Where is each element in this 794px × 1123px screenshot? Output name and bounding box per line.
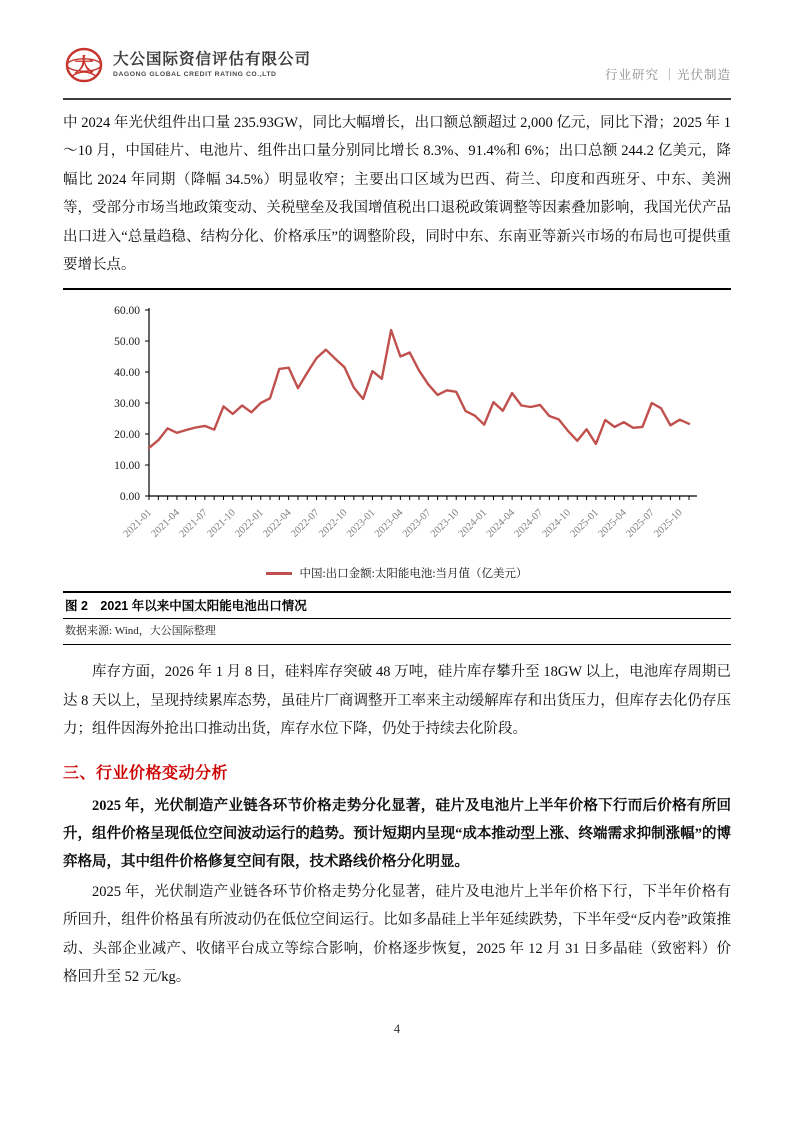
company-brand	[63, 44, 311, 86]
report-section-label: 行业研究 ｜光伏制造	[605, 68, 731, 82]
svg-text:60.00: 60.00	[114, 305, 140, 318]
chart-legend	[63, 565, 731, 581]
svg-text:2023-01: 2023-01	[345, 507, 378, 541]
svg-text:30.00: 30.00	[114, 398, 140, 411]
paragraph-export-overview: 中 2024 年光伏组件出口量 235.93GW，同比大幅增长，出口额总额超过 2,000 亿元，同比下滑；2025 年 1～10 月，中国硅片、电池片、组件出口量分别同比增长 8.3%、91.4%和 6%；出口总额 244.2 亿美元，降幅比 2024 年同期（降幅 34.5%）明显收窄；主要出口区域为巴西、荷兰、印度和西班牙、中东、美洲等，受部分市场当地政策变动、关税壁垒及我国增值税出口退税政策调整等因素叠加影响，我国光伏产品出口进入“总量趋稳、结构分化、价格承压”的调整阶段，同时中东、东南亚等新兴市场的布局也可提供重要增长点。	[63, 115, 731, 274]
company-name-cn: 大公国际资信评估有限公司	[113, 51, 312, 69]
x-axis	[122, 496, 697, 540]
svg-text:2024-10: 2024-10	[540, 507, 574, 541]
company-names	[113, 51, 311, 79]
page-number: 4	[393, 1022, 401, 1036]
svg-text:2025-07: 2025-07	[624, 507, 657, 541]
svg-text:2025-04: 2025-04	[596, 507, 629, 541]
svg-text:2022-04: 2022-04	[261, 507, 294, 541]
series-line	[149, 331, 689, 449]
legend-label: 中国:出口金额:太阳能电池:当月值（亿美元）	[299, 568, 528, 581]
y-axis	[114, 305, 149, 503]
paragraph-price-summary-bold: 2025 年，光伏制造产业链各环节价格走势分化显著，硅片及电池片上半年价格下行而后价格有所回升，组件价格呈现低位空间波动运行的趋势。预计短期内呈现“成本推动型上涨、终端需求抑制涨幅”的博弈格局，其中组件价格修复空间有限，技术路线价格分化明显。	[63, 797, 731, 871]
svg-text:2021-10: 2021-10	[205, 507, 238, 541]
dagong-logo-icon	[63, 44, 105, 86]
legend-line-swatch	[266, 572, 292, 575]
svg-text:2022-10: 2022-10	[317, 507, 350, 541]
svg-text:10.00: 10.00	[114, 460, 140, 473]
figure-caption: 图 2 2021 年以来中国太阳能电池出口情况	[63, 591, 731, 619]
svg-text:50.00: 50.00	[114, 336, 140, 349]
svg-text:2023-10: 2023-10	[428, 507, 462, 541]
line-chart	[63, 296, 731, 558]
paragraph-inventory: 库存方面，2026 年 1 月 8 日，硅料库存突破 48 万吨，硅片库存攀升至 18GW 以上，电池库存周期已达 8 天以上，呈现持续累库态势，虽硅片厂商调整开工率来主动缓解库存和出货压力，但库存去化仍存压力；组件因海外抢出口推动出货，库存水位下降，仍处于持续去化阶段。	[63, 664, 731, 738]
svg-text:2023-07: 2023-07	[400, 507, 434, 541]
svg-text:2021-01: 2021-01	[121, 507, 155, 541]
svg-text:2025-10: 2025-10	[652, 507, 685, 541]
paragraph-price-detail: 2025 年，光伏制造产业链各环节价格走势分化显著，硅片及电池片上半年价格下行，下半年价格有所回升，组件价格虽有所波动仍在低位空间运行。比如多晶硅上半年延续跌势，下半年受“反内卷”政策推动、头部企业减产、收储平台成立等综合影响，价格逐步恢复，2025 年 12 月 31 日多晶硅（致密料）价格回升至 52 元/kg。	[63, 883, 731, 986]
figure-2-block	[63, 288, 731, 645]
svg-text:2024-04: 2024-04	[484, 507, 518, 541]
svg-text:2024-07: 2024-07	[512, 507, 546, 541]
solar-export-chart	[63, 296, 731, 563]
svg-text:2022-07: 2022-07	[289, 507, 322, 541]
svg-text:2021-07: 2021-07	[177, 507, 210, 541]
svg-text:0.00: 0.00	[119, 491, 140, 504]
svg-text:20.00: 20.00	[114, 429, 140, 442]
svg-text:2022-01: 2022-01	[233, 507, 266, 541]
svg-text:大: 大	[74, 55, 94, 76]
page-header	[63, 44, 731, 100]
svg-text:40.00: 40.00	[114, 367, 140, 380]
company-name-en: DAGONG GLOBAL CREDIT RATING CO.,LTD	[113, 71, 277, 78]
svg-text:2024-01: 2024-01	[456, 507, 490, 541]
data-source: 数据来源: Wind，大公国际整理	[63, 619, 731, 645]
svg-text:2023-04: 2023-04	[372, 507, 406, 541]
svg-text:2021-04: 2021-04	[149, 507, 183, 541]
svg-text:2025-01: 2025-01	[568, 507, 602, 541]
section-heading-price-analysis: 三、行业价格变动分析	[63, 764, 229, 782]
